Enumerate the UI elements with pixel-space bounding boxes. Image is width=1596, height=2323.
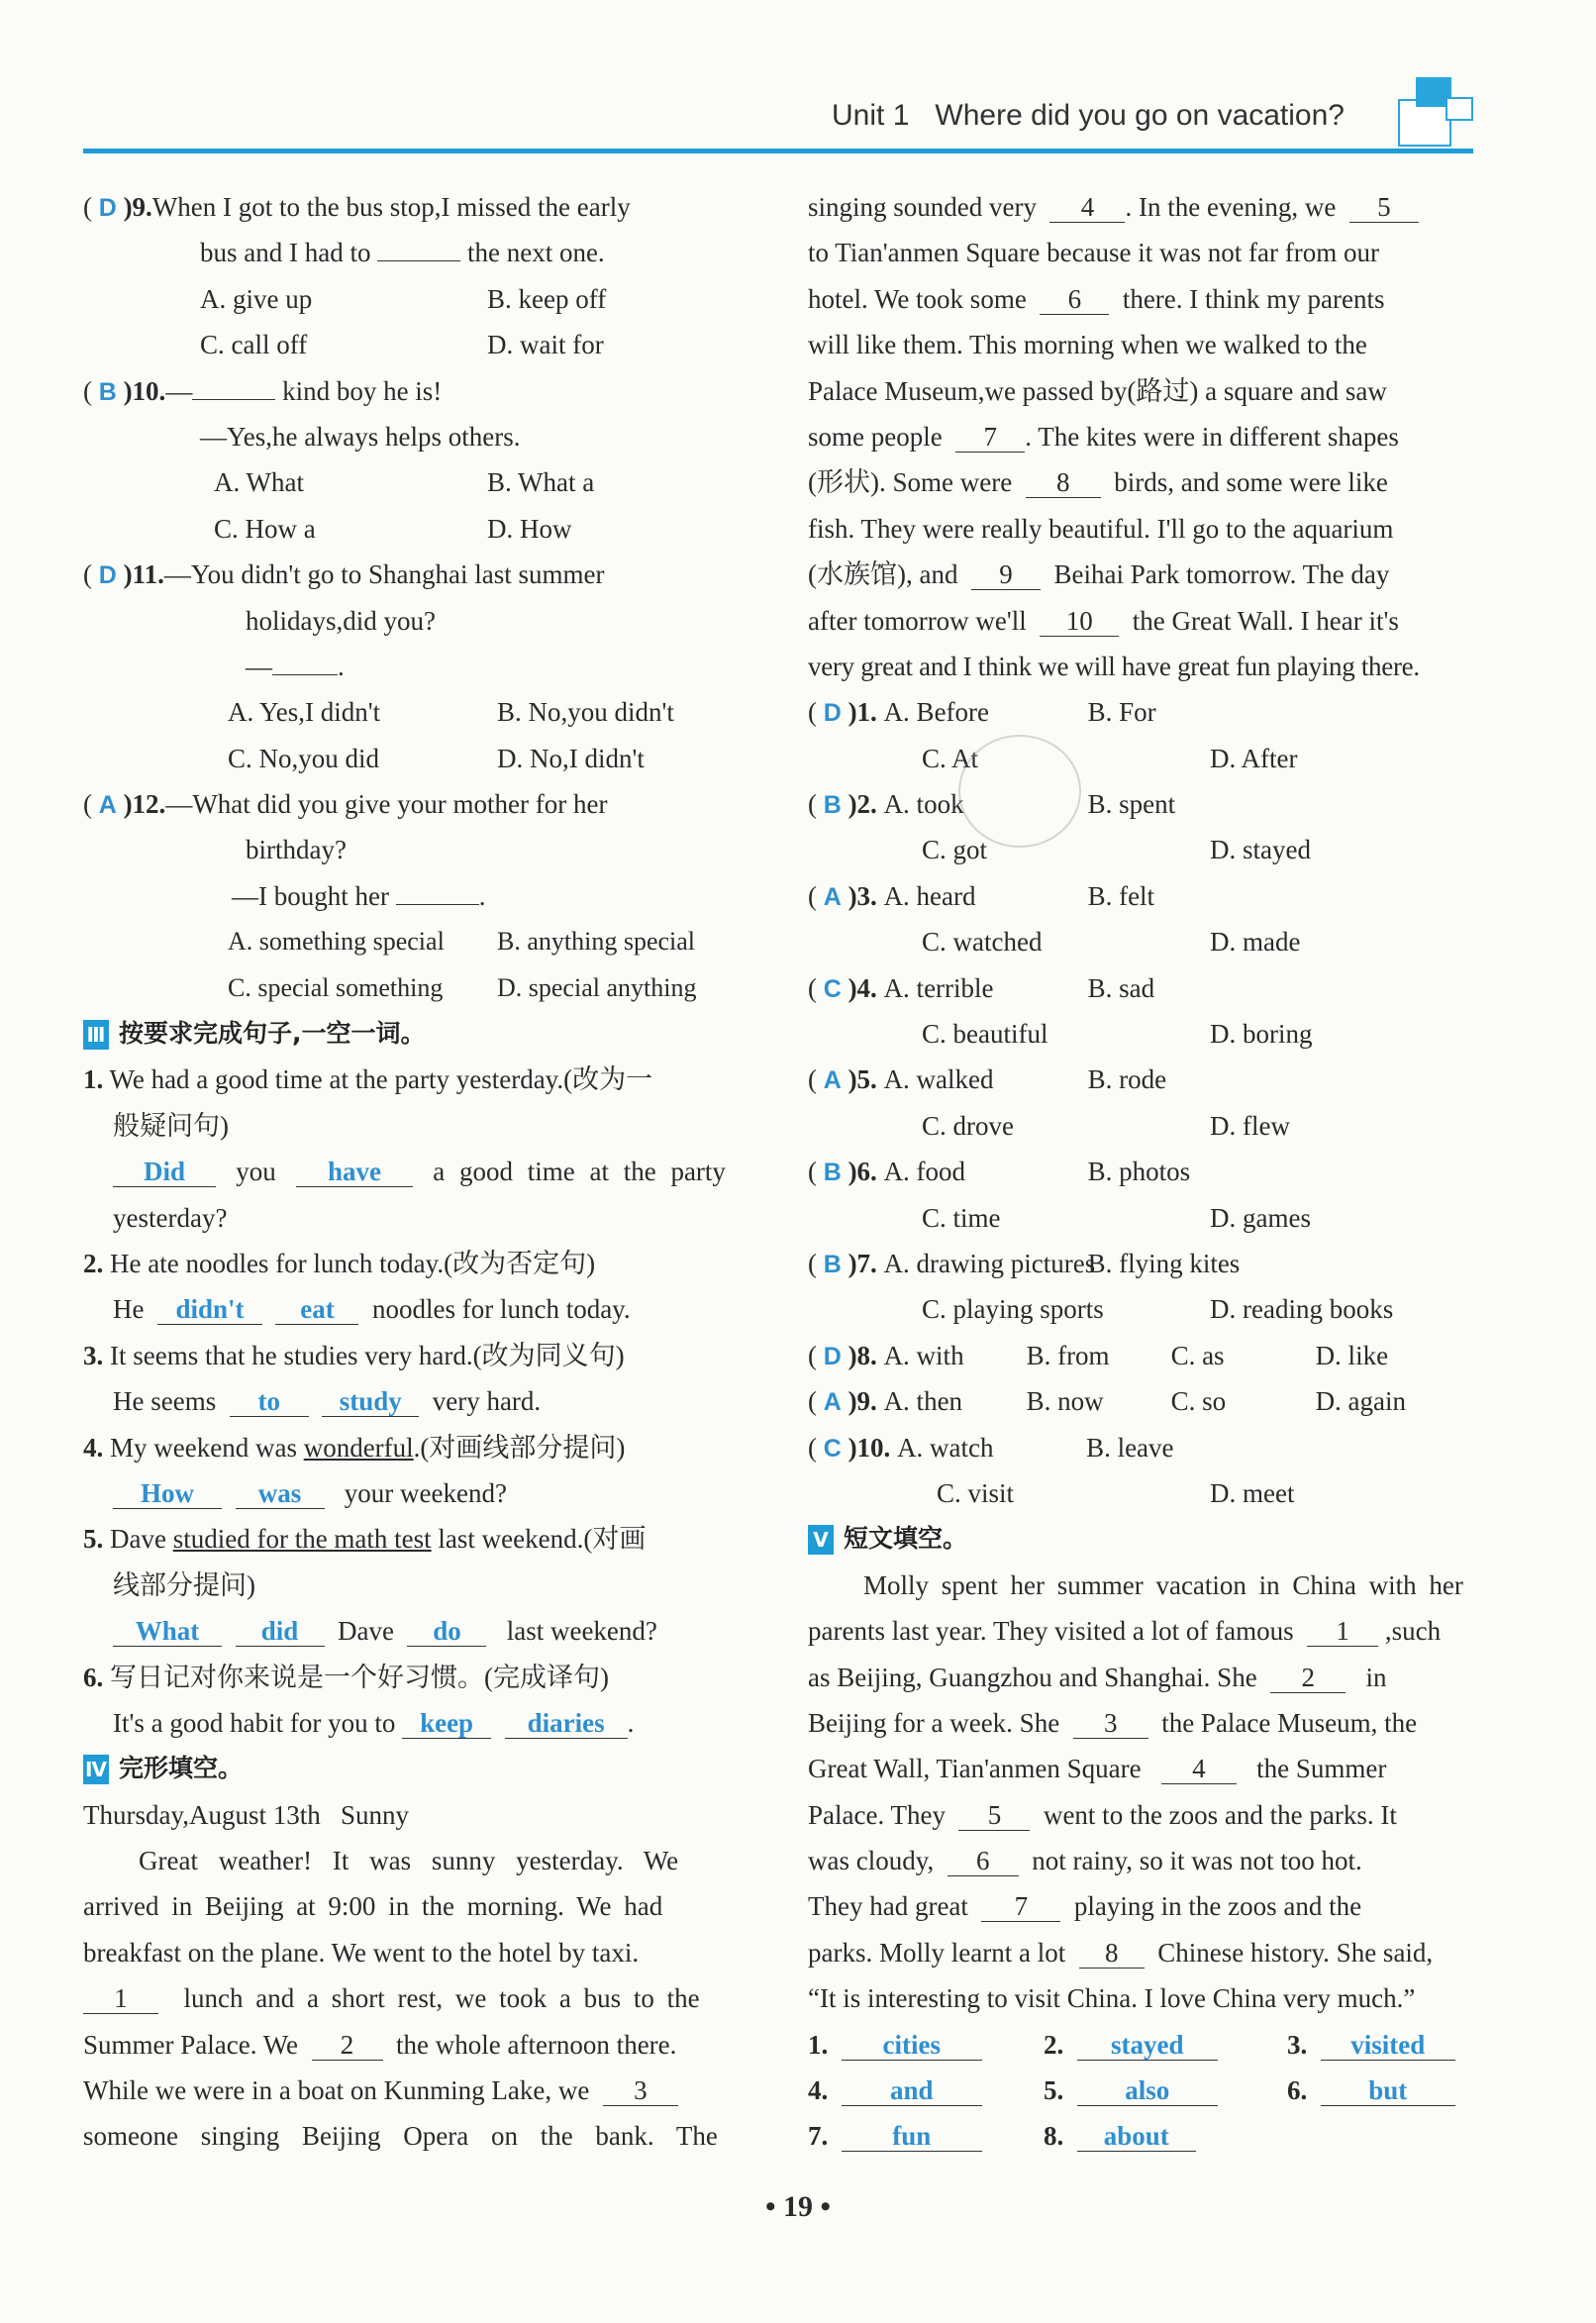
filled-answer: do (407, 1616, 486, 1647)
cloze-q7: ( B )7. A. drawing picturesB. flying kites (808, 1248, 1241, 1278)
filled-answer: about (1077, 2121, 1196, 2152)
answer-mark: B (823, 1159, 842, 1187)
answers-row-2: 4. and 5. also 6. but (808, 2068, 1487, 2113)
option-c: C. special something (228, 972, 444, 1002)
filled-answer: keep (402, 1708, 491, 1739)
option-c: C. No,you did (228, 743, 380, 773)
page-number: • 19 • (764, 2190, 831, 2223)
cloze-blank: 3 (603, 2075, 678, 2106)
option-d: D. wait for (487, 330, 604, 360)
squares-logo-icon (1388, 69, 1467, 141)
option-a: A. What (214, 467, 304, 498)
question-12: ( A )12.—What did you give your mother for her (83, 789, 608, 820)
cloze-blank: 4 (1049, 192, 1125, 223)
question-10: ( B )10.— kind boy he is! (83, 375, 443, 406)
filled-answer: did (236, 1616, 325, 1647)
answer-mark: A (823, 882, 842, 911)
page-header (83, 69, 1473, 153)
option-d: D. No,I didn't (497, 743, 645, 773)
option-b: B. keep off (487, 283, 607, 314)
sentence-4: 4. My weekend was wonderful.(对画线部分提问) (83, 1432, 626, 1463)
filled-answer: What (113, 1616, 222, 1647)
filled-answer: to (230, 1386, 309, 1417)
answer-mark: A (823, 1066, 842, 1095)
passage-blank: 5 (958, 1800, 1030, 1831)
unit-title (832, 99, 1345, 133)
answer-blank (396, 904, 479, 905)
passage-blank: 1 (1307, 1616, 1378, 1647)
section-badge: Ⅴ (808, 1525, 834, 1555)
filled-answer: How (113, 1478, 222, 1509)
cloze-q4: ( C )4. A. terrible B. sad (808, 972, 1155, 1003)
unit-label: Unit 1 (832, 99, 910, 132)
answer-mark: B (823, 1250, 842, 1278)
section-3-heading: Ⅲ 按要求完成句子,一空一词。 (83, 1011, 762, 1057)
filled-answer: and (842, 2075, 982, 2106)
question-11: ( D )11.—You didn't go to Shanghai last summer (83, 559, 605, 590)
watermark-stamp-icon (958, 735, 1081, 848)
filled-answer: Did (113, 1157, 216, 1187)
cloze-blank: 5 (1349, 192, 1419, 223)
answer-mark: C (823, 974, 842, 1003)
option-d: D. special anything (497, 972, 697, 1002)
filled-answer: visited (1321, 2030, 1455, 2061)
filled-answer: stayed (1077, 2030, 1218, 2061)
answer-mark: D (98, 561, 117, 590)
answer-blank (272, 674, 338, 675)
option-b: B. What a (487, 467, 595, 498)
answer-blank (377, 260, 460, 261)
option-a: A. something special (228, 927, 445, 957)
option-b: B. No,you didn't (497, 697, 674, 728)
option-c: C. call off (200, 330, 308, 360)
option-c: C. How a (214, 513, 316, 544)
cloze-blank: 7 (955, 422, 1025, 453)
left-column: ( D )9.When I got to the bus stop,I missed the early bus and I had to the next one. A. give up B. keep off C. call off D. wait for ( B )10.— kind boy he is! —Yes,he always helps others. A. What B. What a C. How a D. How ( D )11.—You didn't go to Shanghai last summer holidays,did you? — . A. Yes,I didn't B. No,you didn't C. No,you did D. No,I didn't ( A )12.—What did you give your mother for her birthday? —I bought her . A. something special B. anything special C. special something D. special anything Ⅲ 按要求完成句子,一空一词。 1. We had a good time at the party yesterday.(改为一 般疑问句) Did you have a good time at the party yesterday? 2. He ate noodles for lunch today.(改为否定句) He didn't eat noodles for lunch today. 3. It seems that he studies very hard.(改为同义句) He seems to study very hard. 4. My weekend was wonderful.(对画线部分提问) How was your weekend? 5. Dave studied for the math test last weekend.(对画 线部分提问) What did Dave do last weekend? 6. 写日记对你来说是一个好习惯。(完成译句) It's a good habit for you to keep diaries . Ⅳ 完形填空。 Thursday,August 13th Sunny Great weather! It was sunny yesterday. We arrived in Beijing at 9:00 in the morning. We had breakfast on the plane. We went to the hotel by taxi. 1 lunch and a short rest, we took a bus to the Summer Palace. We 2 the whole afternoon there. While we were in a boat on Kunming Lake, we 3 someone singing Beijing Opera on the bank. The (83, 184, 762, 2160)
filled-answer: was (236, 1478, 325, 1509)
filled-answer: have (296, 1157, 413, 1187)
cloze-blank: 8 (1026, 467, 1101, 498)
cloze-q8: ( D )8. A. with B. from C. as D. like (808, 1340, 1389, 1370)
answer-mark: A (98, 791, 117, 820)
passage-blank: 3 (1073, 1708, 1148, 1739)
cloze-q3: ( A )3. A. heard B. felt (808, 880, 1155, 911)
section-badge: Ⅳ (83, 1755, 109, 1784)
cloze-q9: ( A )9. A. then B. now C. so D. again (808, 1386, 1407, 1417)
section-4-heading: Ⅳ 完形填空。 (85, 1754, 244, 1783)
section-5-heading: Ⅴ 短文填空。 (808, 1516, 1487, 1562)
cloze-blank: 10 (1040, 606, 1119, 637)
section-badge: Ⅲ (83, 1020, 109, 1050)
right-column: singing sounded very 4 . In the evening, we 5 to Tian'anmen Square because it was not far from our hotel. We took some 6 there. I think my parents will like them. This morning when we walked to the Palace Museum,we passed by(路过) a square and saw some people 7 . The kites were in different shapes (形状). Some were 8 birds, and some were like fish. They were really beautiful. I'll go to the aquarium (水族馆), and 9 Beihai Park tomorrow. The day after tomorrow we'll 10 the Great Wall. I hear it's very great and I think we will have great fun playing there. ( D )1. A. Before B. For C. At D. After ( B )2. A. took B. spent C. got D. stayed ( A )3. A. heard B. felt C. watched D. made ( C )4. A. terrible B. sad C. beautiful D. boring ( A )5. A. walked B. rode C. drove D. flew ( B )6. A. food B. photos C. time D. games ( B )7. A. drawing picturesB. flying kites C. playing sports D. reading books ( D )8. A. with B. from C. as D. like ( A )9. A. then B. now C. so D. again ( C )10. A. watch B. leave C. visit D. meet Ⅴ 短文填空。 Molly spent her summer vacation in China with her parents last year. They visited a lot of famous 1 ,such as Beijing, Guangzhou and Shanghai. She 2 in Beijing for a week. She 3 the Palace Museum, the Great Wall, Tian'anmen Square 4 the Summer Palace. They 5 went to the zoos and the parks. It was cloudy, 6 not rainy, so it was not too hot. They had great 7 playing in the zoos and the parks. Molly learnt a lot 8 Chinese history. She said, “It is interesting to visit China. I love China very much.” 1. cities 2. stayed 3. visited 4. and 5. also 6. but 7. fun 8. about (808, 184, 1487, 2160)
cloze-q6: ( B )6. A. food B. photos (808, 1157, 1191, 1187)
answers-row-3: 7. fun 8. about (808, 2113, 1487, 2159)
answer-mark: D (98, 194, 117, 222)
option-a: A. Yes,I didn't (228, 697, 381, 728)
option-a: A. give up (200, 283, 313, 314)
filled-answer: study (322, 1386, 419, 1417)
unit-subtitle: Where did you go on vacation? (935, 99, 1345, 132)
sentence-3: 3. It seems that he studies very hard.(改为同义句) (83, 1340, 625, 1370)
passage-blank: 7 (981, 1891, 1060, 1922)
filled-answer: also (1077, 2075, 1218, 2106)
cloze-blank: 1 (83, 1983, 158, 2014)
cloze-q2: ( B )2. A. took B. spent (808, 789, 1176, 820)
filled-answer: cities (842, 2030, 982, 2061)
cloze-q5: ( A )5. A. walked B. rode (808, 1064, 1167, 1095)
diary-date: Thursday,August 13th Sunny (83, 1799, 409, 1830)
sentence-5: 5. Dave studied for the math test last weekend.(对画 (83, 1524, 647, 1555)
cloze-q1: ( D )1. A. Before B. For (808, 697, 1156, 728)
filled-answer: fun (842, 2121, 982, 2152)
question-9: ( D )9.When I got to the bus stop,I missed the early (83, 192, 631, 222)
sentence-1: 1. We had a good time at the party yesterday.(改为一 (83, 1064, 653, 1095)
answer-mark: D (823, 1342, 842, 1370)
answer-blank (192, 399, 275, 400)
filled-answer: eat (275, 1294, 358, 1325)
filled-answer: diaries (505, 1708, 628, 1739)
answers-row-1: 1. cities 2. stayed 3. visited (808, 2022, 1487, 2068)
passage-blank: 2 (1270, 1663, 1346, 1693)
cloze-q10: ( C )10. A. watch B. leave (808, 1432, 1174, 1463)
filled-answer: but (1321, 2075, 1455, 2106)
option-d: D. How (487, 513, 572, 544)
passage-blank: 4 (1161, 1754, 1237, 1784)
sentence-6: 6. 写日记对你来说是一个好习惯。(完成译句) (83, 1662, 609, 1692)
sentence-2: 2. He ate noodles for lunch today.(改为否定句) (83, 1248, 596, 1278)
passage-blank: 6 (948, 1846, 1019, 1876)
cloze-blank: 2 (312, 2030, 383, 2061)
passage-blank: 8 (1079, 1938, 1145, 1969)
option-b: B. anything special (497, 927, 696, 957)
answer-mark: C (823, 1434, 842, 1463)
cloze-blank: 6 (1040, 284, 1109, 315)
cloze-blank: 9 (971, 559, 1041, 590)
answer-mark: B (823, 791, 842, 820)
filled-answer: didn't (157, 1294, 262, 1325)
answer-mark: A (823, 1388, 842, 1417)
answer-mark: D (823, 699, 842, 728)
answer-mark: B (98, 377, 117, 406)
